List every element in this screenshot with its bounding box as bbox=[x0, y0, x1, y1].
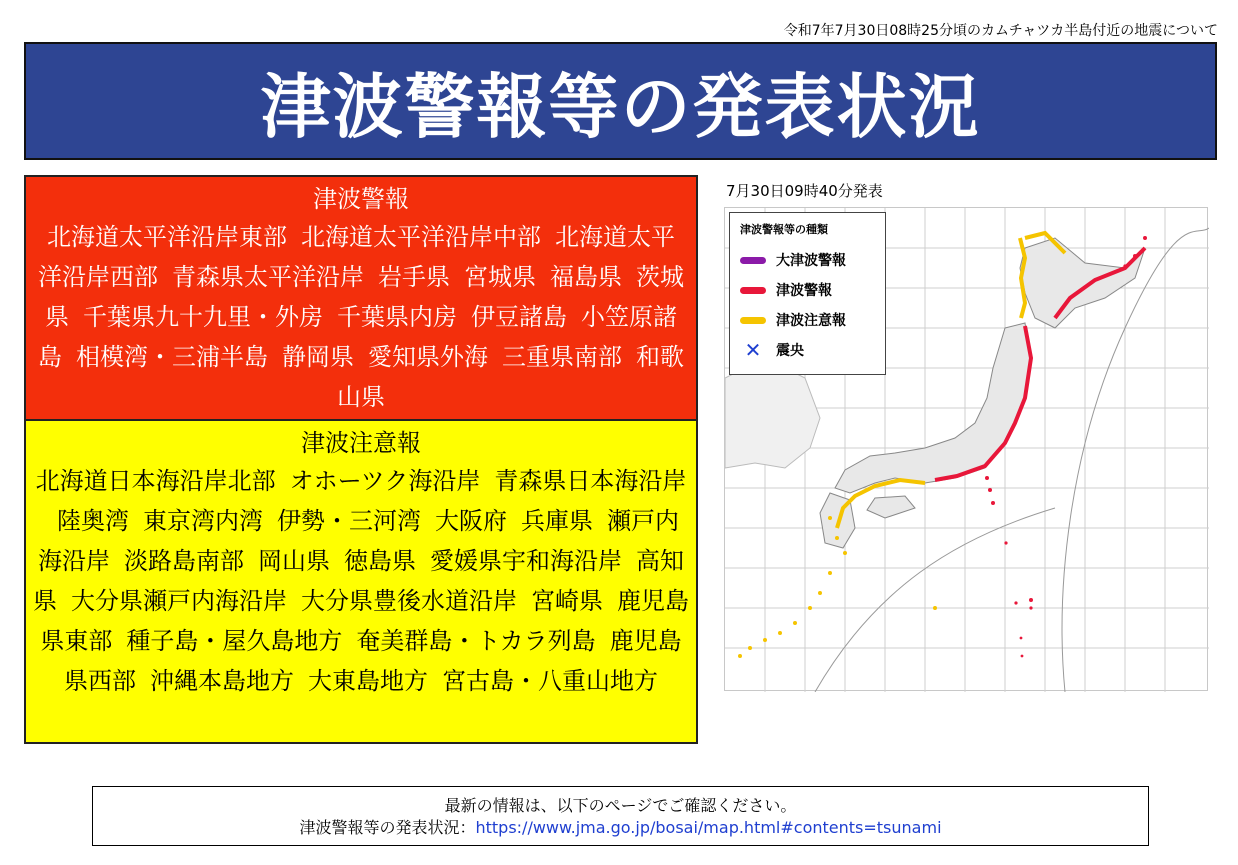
advisory-area: 北海道日本海沿岸北部 bbox=[35, 467, 276, 495]
advisory-area: 鹿児島県東部 bbox=[40, 587, 689, 655]
warning-area: 三重県南部 bbox=[502, 343, 622, 371]
advisory-area: 奄美群島・トカラ列島 bbox=[356, 627, 596, 655]
warning-area: 千葉県内房 bbox=[337, 303, 457, 331]
advisory-area: 兵庫県 bbox=[521, 507, 593, 535]
advisory-area: 青森県日本海沿岸 bbox=[494, 467, 687, 495]
warning-area: 北海道太平洋沿岸東部 bbox=[47, 223, 287, 251]
advisory-area: 岡山県 bbox=[258, 547, 330, 575]
legend-swatch-purple bbox=[740, 257, 766, 264]
warning-area: 岩手県 bbox=[378, 263, 450, 291]
warning-area: 北海道太平洋沿岸西部 bbox=[38, 223, 675, 291]
advisory-area: 沖縄本島地方 bbox=[150, 667, 294, 695]
warning-area: 青森県太平洋沿岸 bbox=[172, 263, 364, 291]
warning-area: 伊豆諸島 bbox=[471, 303, 567, 331]
legend-item-warning bbox=[740, 275, 875, 305]
hokkaido-shape bbox=[1020, 238, 1145, 328]
tsunami-warning-box bbox=[24, 175, 698, 421]
legend-label: 津波注意報 bbox=[776, 313, 846, 329]
warning-heading: 津波警報 bbox=[313, 185, 409, 213]
legend-item-epicenter bbox=[740, 335, 875, 365]
legend-label: 震央 bbox=[776, 343, 804, 359]
legend-title: 津波警報等の種類 bbox=[740, 223, 828, 236]
advisory-area: 愛媛県宇和海沿岸 bbox=[430, 547, 622, 575]
event-title: 令和7年7月30日08時25分頃のカムチャツカ半島付近の地震について bbox=[783, 23, 1218, 39]
tsunami-map bbox=[724, 207, 1208, 691]
map-legend bbox=[729, 212, 886, 375]
info-prefix: 津波警報等の発表状況： bbox=[299, 818, 476, 837]
warning-area: 北海道太平洋沿岸中部 bbox=[301, 223, 541, 251]
advisory-area: 大分県瀬戸内海沿岸 bbox=[71, 587, 287, 615]
advisory-area: 陸奥湾 bbox=[57, 507, 129, 535]
advisory-area: 高知県 bbox=[33, 547, 684, 615]
warning-area: 福島県 bbox=[550, 263, 622, 291]
epicenter-x-icon: ✕ bbox=[744, 338, 762, 362]
legend-label: 津波警報 bbox=[776, 283, 832, 299]
advisory-area: 淡路島南部 bbox=[124, 547, 244, 575]
legend-item-advisory bbox=[740, 305, 875, 335]
shikoku-shape bbox=[867, 496, 915, 518]
map-issued-time: 7月30日09時40分発表 bbox=[726, 182, 883, 200]
info-line-1: 最新の情報は、以下のページでご確認ください。 bbox=[444, 796, 797, 815]
warning-area: 千葉県九十九里・外房 bbox=[83, 303, 323, 331]
advisory-area: 徳島県 bbox=[344, 547, 416, 575]
advisory-area: 宮崎県 bbox=[531, 587, 603, 615]
advisory-area: 伊勢・三河湾 bbox=[277, 507, 421, 535]
header-banner bbox=[24, 42, 1217, 160]
legend-swatch-yellow bbox=[740, 317, 766, 324]
info-line-2 bbox=[93, 817, 1148, 839]
warning-area-list bbox=[38, 217, 684, 417]
warning-area: 愛知県外海 bbox=[368, 343, 488, 371]
warning-area: 和歌山県 bbox=[337, 343, 684, 411]
tsunami-advisory-box bbox=[24, 421, 698, 744]
advisory-area: 大東島地方 bbox=[308, 667, 428, 695]
advisory-area-list bbox=[32, 461, 690, 701]
advisory-area: 種子島・屋久島地方 bbox=[126, 627, 343, 655]
info-box bbox=[92, 786, 1149, 846]
page-title: 津波警報等の発表状況 bbox=[260, 65, 981, 148]
warning-area: 宮城県 bbox=[464, 263, 536, 291]
warning-area: 静岡県 bbox=[282, 343, 354, 371]
advisory-islands bbox=[738, 516, 937, 658]
advisory-area: 大分県豊後水道沿岸 bbox=[301, 587, 517, 615]
warning-area: 茨城県 bbox=[45, 263, 684, 331]
legend-item-major-warning bbox=[740, 245, 875, 275]
advisory-area: 鹿児島県西部 bbox=[64, 627, 682, 695]
info-url-link[interactable]: https://www.jma.go.jp/bosai/map.html#contents=tsunami bbox=[475, 818, 942, 837]
warning-area: 相模湾・三浦半島 bbox=[76, 343, 268, 371]
advisory-area: 大阪府 bbox=[435, 507, 507, 535]
legend-label: 大津波警報 bbox=[776, 253, 846, 269]
advisory-area: 瀬戸内海沿岸 bbox=[38, 507, 679, 575]
advisory-area: 宮古島・八重山地方 bbox=[442, 667, 658, 695]
warning-area: 小笠原諸島 bbox=[38, 303, 677, 371]
advisory-area: オホーツク海沿岸 bbox=[289, 467, 481, 495]
legend-swatch-red bbox=[740, 287, 766, 294]
advisory-heading: 津波注意報 bbox=[301, 429, 421, 457]
advisory-area: 東京湾内湾 bbox=[143, 507, 263, 535]
